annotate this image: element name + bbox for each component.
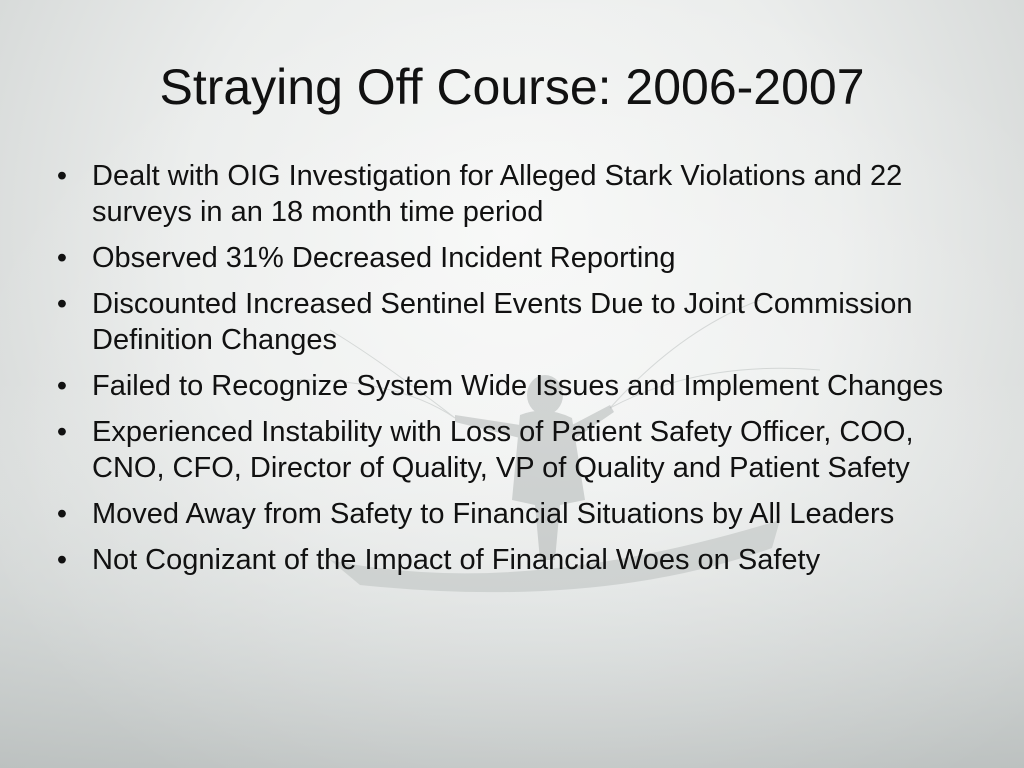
bullet-text: Experienced Instability with Loss of Patient Safety Officer, COO, CNO, CFO, Director of Quality, VP of Quality and Patient Safety — [92, 416, 914, 484]
bullet-item — [52, 240, 982, 276]
bullet-marker: • — [56, 498, 68, 530]
bullet-item — [52, 542, 982, 578]
bullet-item — [52, 286, 982, 358]
bullet-item — [52, 414, 982, 486]
bullet-text: Discounted Increased Sentinel Events Due to Joint Commission Definition Changes — [92, 288, 913, 356]
bullet-marker: • — [56, 544, 68, 576]
bullet-list — [52, 158, 982, 588]
bullet-marker: • — [56, 242, 68, 274]
bullet-text: Moved Away from Safety to Financial Situations by All Leaders — [92, 498, 895, 530]
bullet-marker: • — [56, 288, 68, 320]
slide-title: Straying Off Course: 2006-2007 — [159, 59, 865, 115]
bullet-item — [52, 496, 982, 532]
bullet-marker: • — [56, 160, 68, 192]
bullet-marker: • — [56, 416, 68, 448]
bullet-text: Dealt with OIG Investigation for Alleged Stark Violations and 22 surveys in an 18 month time period — [92, 160, 903, 228]
bullet-text: Observed 31% Decreased Incident Reporting — [92, 242, 676, 274]
bullet-item — [52, 158, 982, 230]
bullet-text: Failed to Recognize System Wide Issues and Implement Changes — [92, 370, 944, 402]
bullet-text: Not Cognizant of the Impact of Financial Woes on Safety — [92, 544, 821, 576]
bullet-marker: • — [56, 370, 68, 402]
bullet-item — [52, 368, 982, 404]
